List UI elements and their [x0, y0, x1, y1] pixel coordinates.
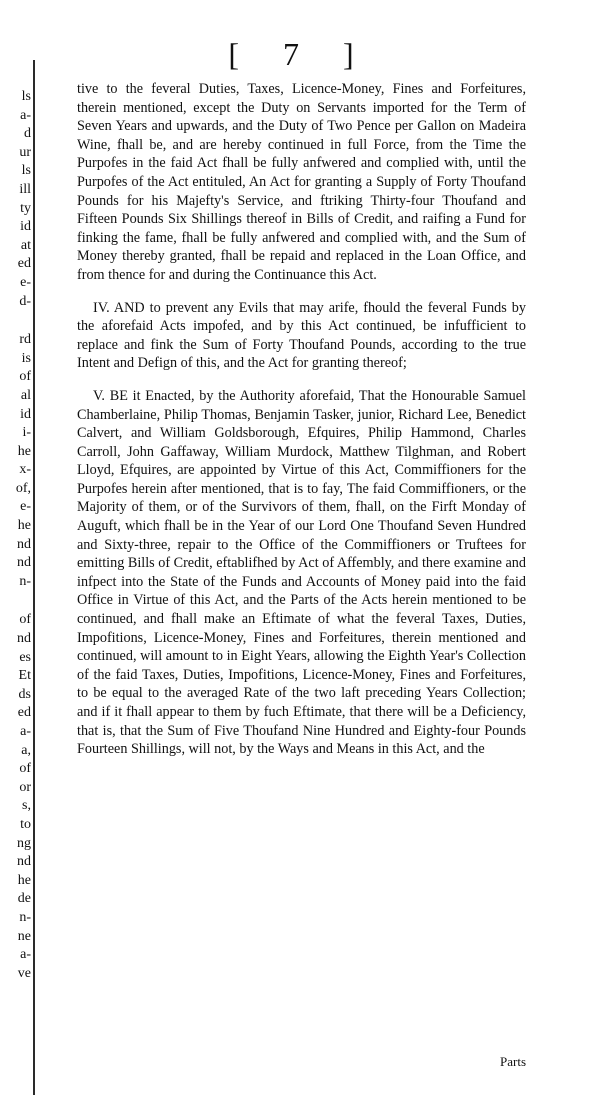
margin-fragment: d-: [19, 293, 31, 309]
margin-fragment: Et: [18, 668, 31, 684]
margin-fragment: s,: [22, 798, 31, 814]
margin-fragment: of,: [15, 480, 31, 496]
margin-fragment: a-: [20, 947, 31, 963]
margin-fragment: ed: [17, 705, 31, 721]
gutter-spine: [33, 60, 35, 1095]
margin-fragment: ds: [18, 686, 31, 702]
margin-fragment: id: [20, 406, 31, 422]
margin-fragment: a-: [20, 724, 31, 739]
catchword: Parts: [500, 1054, 526, 1069]
margin-fragment: ed: [17, 256, 31, 272]
margin-fragment: ve: [17, 965, 31, 981]
margin-fragment: x-: [19, 462, 31, 478]
margin-fragment: ls: [21, 163, 31, 179]
paragraph-v: V. BE it Enacted, by the Authority aforefaid, That the Honourable Samuel Chamberlaine, Philip Thomas, Benjamin Tasker, junior, Richard Lee, Benedict Calvert, and William Goldsborough, Efquires, Philip Hammond, Charles Carroll, John Gaffaway, William Murdock, Matthew Tilghman, and Robert Lloyd, Efquires, are appointed by Virtue of this Act, Commiffioners for the Purpofes herein after mentioned, that is to fay, The faid Commiffioners, or the Majority of them, or of the Survivors of them, fhall, on the Firft Monday of Auguft, which fhall be in the Year of our Lord One Thoufand Seven Hundred and Sixty-three, repair to the Office of the Commiffioners or Truftees for emitting Bills of Credit, eftablifhed by Act of Affembly, and there examine and infpect into the State of the Funds and Accounts of Money paid into the faid Office in Virtue of this Act, and the Parts of the Acts herein mentioned to be continued, and fhall make an Eftimate of what the feveral Taxes, Duties, Impofitions, Licence-Money, Fines and Forfeitures, therein mentioned and continued, will amount to in Eight Years, allowing the Eighth Year's Collection of the faid Taxes, Duties, Impofitions, Licence-Money, Fines and Forfeitures, to be equal to the averaged Rate of the two laft preceding Years Collection; and if it fhall appear to them by fuch Eftimate, that there will be a Deficiency, that is, that the Sum of Five Thoufand Nine Hundred and Eighty-four Pounds Fourteen Shillings, will not, by the Ways and Means in this Act, and the: [77, 387, 526, 758]
margin-fragment: nd: [17, 854, 31, 870]
paragraph-continuation: tive to the feveral Duties, Taxes, Licence-Money, Fines and Forfeitures, therein mentioned, except the Duty on Servants imported for the Term of Seven Years and upwards, and the Duty of Two Pence per Gallon on Madeira Wine, fhall be, and are hereby continued in full Force, from the Time the Purpofes in the faid Act fhall be fully anfwered and complied with, until the Purpofes of the Act entituled, An Act for granting a Supply of Forty Thoufand Pounds for his Majefty's Service, and ftriking Thirty-four Thoufand and Fifteen Pounds Six Shillings thereof in Bills of Credit, and raifing a Fund for finking the fame, fhall be fully anfwered and complied with, and the Sum of Money thereby granted, fhall be repaid and replaced in the Loan Office, and from thence for and during the Continuance this Act.: [77, 81, 526, 283]
margin-fragment: e-: [20, 274, 31, 290]
margin-fragment: ty: [20, 200, 31, 216]
margin-fragment: ill: [19, 181, 31, 197]
margin-gap: [0, 591, 33, 611]
margin-fragment: he: [17, 443, 31, 459]
facing-page-margin-fragments: [0, 88, 33, 983]
margin-fragment: of: [19, 369, 31, 385]
margin-fragment: i-: [22, 425, 31, 441]
margin-gap: [0, 311, 33, 331]
margin-fragment: ls: [21, 89, 31, 104]
margin-fragment: n-: [19, 573, 31, 589]
margin-fragment: to: [20, 816, 31, 832]
paragraph-iv: IV. AND to prevent any Evils that may arife, fhould the feveral Funds by the aforefaid Acts impofed, and by this Act continued, be infufficient to replace and fink the Sum of Forty Thoufand Pounds, according to the true Intent and Defign of this, and the Act for granting thereof;: [77, 299, 526, 372]
margin-fragment: ne: [17, 928, 31, 944]
margin-fragment: n-: [19, 909, 31, 925]
margin-fragment: ng: [17, 835, 31, 851]
margin-fragment: a-: [20, 107, 31, 123]
margin-fragment: ur: [19, 144, 31, 160]
margin-fragment: e-: [20, 499, 31, 515]
body-text: [77, 80, 526, 773]
margin-fragment: he: [17, 518, 31, 534]
margin-fragment: es: [19, 649, 31, 665]
margin-fragment: of: [19, 612, 31, 628]
margin-fragment: or: [19, 779, 31, 795]
margin-fragment: nd: [17, 555, 31, 571]
margin-fragment: al: [20, 387, 31, 403]
margin-fragment: id: [20, 219, 31, 235]
margin-fragment: d: [24, 126, 31, 142]
margin-fragment: he: [17, 872, 31, 888]
page-number: [ 7 ]: [228, 36, 372, 72]
margin-fragment: de: [17, 891, 31, 907]
margin-fragment: at: [20, 237, 31, 253]
margin-fragment: nd: [17, 631, 31, 647]
margin-fragment: nd: [17, 536, 31, 552]
margin-fragment: of: [19, 761, 31, 777]
margin-fragment: is: [21, 350, 31, 366]
margin-fragment: rd: [19, 332, 31, 348]
margin-fragment: a,: [21, 742, 31, 758]
